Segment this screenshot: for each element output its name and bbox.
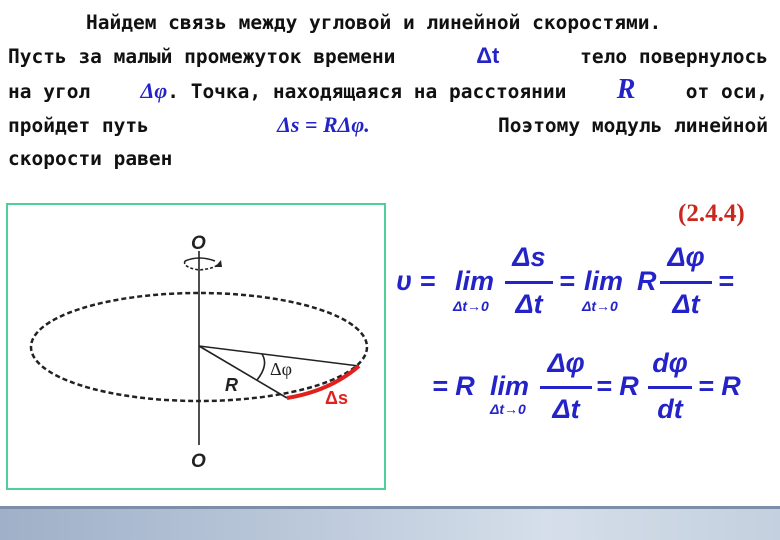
- limit-2-subscript: Δt→0: [582, 298, 618, 314]
- text-line-3: [8, 73, 768, 108]
- footer-stripe: [0, 506, 780, 509]
- rotation-arrowhead: [215, 260, 222, 267]
- frac-ds-bar: [505, 281, 553, 284]
- frac2-dphi-numerator: Δφ: [547, 348, 585, 378]
- text-line-4-b: Поэтому модуль линейной: [497, 114, 768, 137]
- text-line-1-content: Найдем связь между угловой и линейной скоростями.: [86, 11, 662, 34]
- radius-figure-label: R: [225, 375, 238, 395]
- text-line-4-a: пройдет путь: [8, 114, 149, 137]
- text-line-2: [8, 39, 768, 73]
- text-line-4: [8, 108, 768, 142]
- limit-1-subscript: Δt→0: [453, 298, 489, 314]
- equals-r-1: = R: [432, 371, 475, 401]
- rotation-arrow-bottom: [185, 261, 219, 270]
- path-arc: [287, 366, 359, 398]
- frac-dphi-denominator: Δt: [672, 289, 700, 319]
- frac-dphi-dt-denominator: dt: [657, 394, 683, 424]
- frac-dphi-bar: [660, 281, 712, 284]
- axis-bottom-label: O: [191, 451, 206, 472]
- text-line-2-a: Пусть за малый промежуток времени: [8, 45, 396, 68]
- equals-r-2: = R: [596, 371, 639, 401]
- text-line-5: [8, 142, 768, 175]
- rotation-arrow-top: [185, 258, 215, 261]
- frac-dphi-dt-numerator: dφ: [652, 348, 688, 378]
- radius-factor-1: R: [637, 266, 657, 296]
- slide-footer-band: [0, 506, 780, 540]
- limit-3-subscript: Δt→0: [490, 401, 526, 417]
- text-line-5-content: скорости равен: [8, 147, 173, 170]
- frac2-dphi-bar: [540, 386, 592, 389]
- frac-dphi-dt-bar: [648, 386, 692, 389]
- equals-r-3: = R: [698, 371, 741, 401]
- angle-figure-label: Δφ: [270, 359, 292, 379]
- equation-number: (2.4.4): [678, 200, 745, 227]
- frac-dphi-numerator: Δφ: [667, 242, 705, 272]
- frac-ds-denominator: Δt: [515, 289, 543, 319]
- text-line-3-a: на угол: [8, 80, 91, 103]
- frac-ds-numerator: Δs: [512, 242, 546, 272]
- limit-1: lim: [455, 266, 495, 296]
- delta-t-symbol: Δt: [476, 43, 500, 68]
- velocity-symbol: υ =: [396, 266, 436, 296]
- text-line-3-b: . Точка, находящаяся на расстоянии: [167, 80, 567, 103]
- limit-2: lim: [584, 266, 624, 296]
- rotation-figure: [6, 203, 386, 490]
- arc-figure-label: Δs: [325, 388, 348, 408]
- axis-top-label: O: [191, 233, 206, 254]
- equals-3: =: [718, 266, 734, 296]
- frac2-dphi-denominator: Δt: [552, 394, 580, 424]
- delta-phi-symbol: Δφ: [140, 78, 168, 103]
- text-block: [8, 6, 768, 175]
- equals-2: =: [559, 266, 575, 296]
- rotation-diagram: [8, 205, 384, 488]
- text-line-3-c: от оси,: [685, 80, 768, 103]
- path-formula: Δs = RΔφ.: [277, 112, 370, 137]
- radius-symbol: R: [616, 74, 636, 105]
- limit-3: lim: [490, 371, 530, 401]
- text-line-1: [8, 6, 768, 39]
- angle-arc: [257, 354, 265, 380]
- text-line-2-b: тело повернулось: [580, 45, 768, 68]
